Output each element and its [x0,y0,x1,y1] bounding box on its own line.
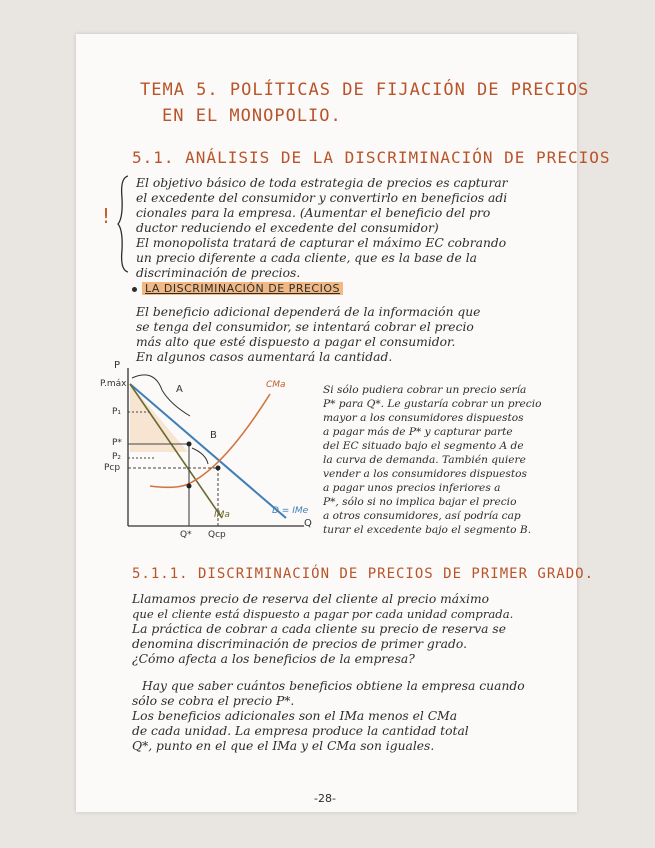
page-title-line1: TEMA 5. POLÍTICAS DE FIJACIÓN DE PRECIOS [140,80,590,100]
explain-line-3: mayor a los consumidores dispuestos [323,412,524,424]
first-degree-line-8: Los beneficios adicionales son el IMa menos el CMa [132,709,458,723]
page-title-line2: EN EL MONOPOLIO. [162,106,342,126]
intro-line-5: El monopolista tratará de capturar el máximo EC cobrando [136,236,507,250]
discrim-line-3: más alto que esté dispuesto a pagar el consumidor. [136,335,456,349]
region-a-label: A [176,384,183,395]
explain-line-1: Si sólo pudiera cobrar un precio sería [323,384,527,396]
intro-line-2: el excedente del consumidor y convertirlo en beneficios adi [136,191,508,205]
x-tick-qcp: Qcp [208,530,226,540]
first-degree-line-7: sólo se cobra el precio P*. [132,694,295,708]
y-tick-p1: P₁ [112,407,122,417]
margin-exclamation-icon: ! [102,204,111,228]
price-discrimination-graph [94,360,316,542]
explain-line-2: P* para Q*. Le gustaría cobrar un precio [323,398,542,410]
y-tick-pstar: P* [112,438,122,448]
intro-line-1: El objetivo básico de toda estrategia de precios es capturar [136,176,508,190]
discrim-line-4: En algunos casos aumentará la cantidad. [136,350,393,364]
page-number: -28- [314,792,336,805]
y-axis-label: P [114,360,121,371]
explain-line-4: a pagar más de P* y capturar parte [323,426,513,438]
section-heading-5-1: 5.1. ANÁLISIS DE LA DISCRIMINACIÓN DE PRECIOS [132,148,611,167]
discrim-line-2: se tenga del consumidor, se intentará cobrar el precio [136,320,474,334]
explain-line-9: P*, sólo si no implica bajar el precio [323,496,517,508]
first-degree-line-6: Hay que saber cuántos beneficios obtiene la empresa cuando [142,679,525,693]
explain-line-7: vender a los consumidores dispuestos [323,468,527,480]
point-pstar [187,442,192,447]
intro-line-7: discriminación de precios. [136,266,301,280]
bracket-b [192,448,208,464]
first-degree-line-5: ¿Cómo afecta a los beneficios de la empresa? [132,652,415,666]
point-pcp [216,466,221,471]
section-heading-5-1-1: 5.1.1. DISCRIMINACIÓN DE PRECIOS DE PRIMER GRADO. [132,566,595,582]
first-degree-line-9: de cada unidad. La empresa produce la cantidad total [132,724,469,738]
first-degree-line-10: Q*, punto en el que el IMa y el CMa son iguales. [132,739,435,753]
bullet-icon [132,287,137,292]
explain-line-10: a otros consumidores, así podría cap [323,510,521,522]
img-label: IMa [214,510,230,520]
x-tick-qstar: Q* [180,530,192,540]
subsection-heading [132,282,343,295]
first-degree-line-1: Llamamos precio de reserva del cliente al precio máximo [132,592,490,606]
explain-line-8: a pagar unos precios inferiores a [323,482,501,494]
intro-line-4: ductor reduciendo el excedente del consumidor) [136,221,439,235]
subsection-heading-text: LA DISCRIMINACIÓN DE PRECIOS [142,282,343,295]
y-tick-pcp: Pcp [104,463,121,473]
explain-line-5: del EC situado bajo el segmento A de [323,440,524,452]
y-tick-pmax: P.máx [100,379,127,389]
first-degree-line-3: La práctica de cobrar a cada cliente su precio de reserva se [132,622,506,636]
first-degree-line-4: denomina discriminación de precios de primer grado. [132,637,467,651]
first-degree-line-2: que el cliente está dispuesto a pagar por cada unidad comprada. [132,607,514,621]
x-axis-label: Q [304,518,312,529]
brace-icon [116,174,130,274]
intro-line-3: cionales para la empresa. (Aumentar el beneficio del pro [136,206,491,220]
region-b-label: B [210,430,217,441]
notebook-page [76,34,611,812]
discrim-line-1: El beneficio adicional dependerá de la información que [136,305,481,319]
explain-line-6: la curva de demanda. También quiere [323,454,526,466]
explain-line-11: turar el excedente bajo el segmento B. [323,524,532,536]
cmg-label: CMa [266,380,286,390]
demand-label: D = IMe [272,506,309,516]
point-img-cmg [187,484,192,489]
intro-line-6: un precio diferente a cada cliente, que es la base de la [136,251,477,265]
y-tick-p2: P₂ [112,452,122,462]
